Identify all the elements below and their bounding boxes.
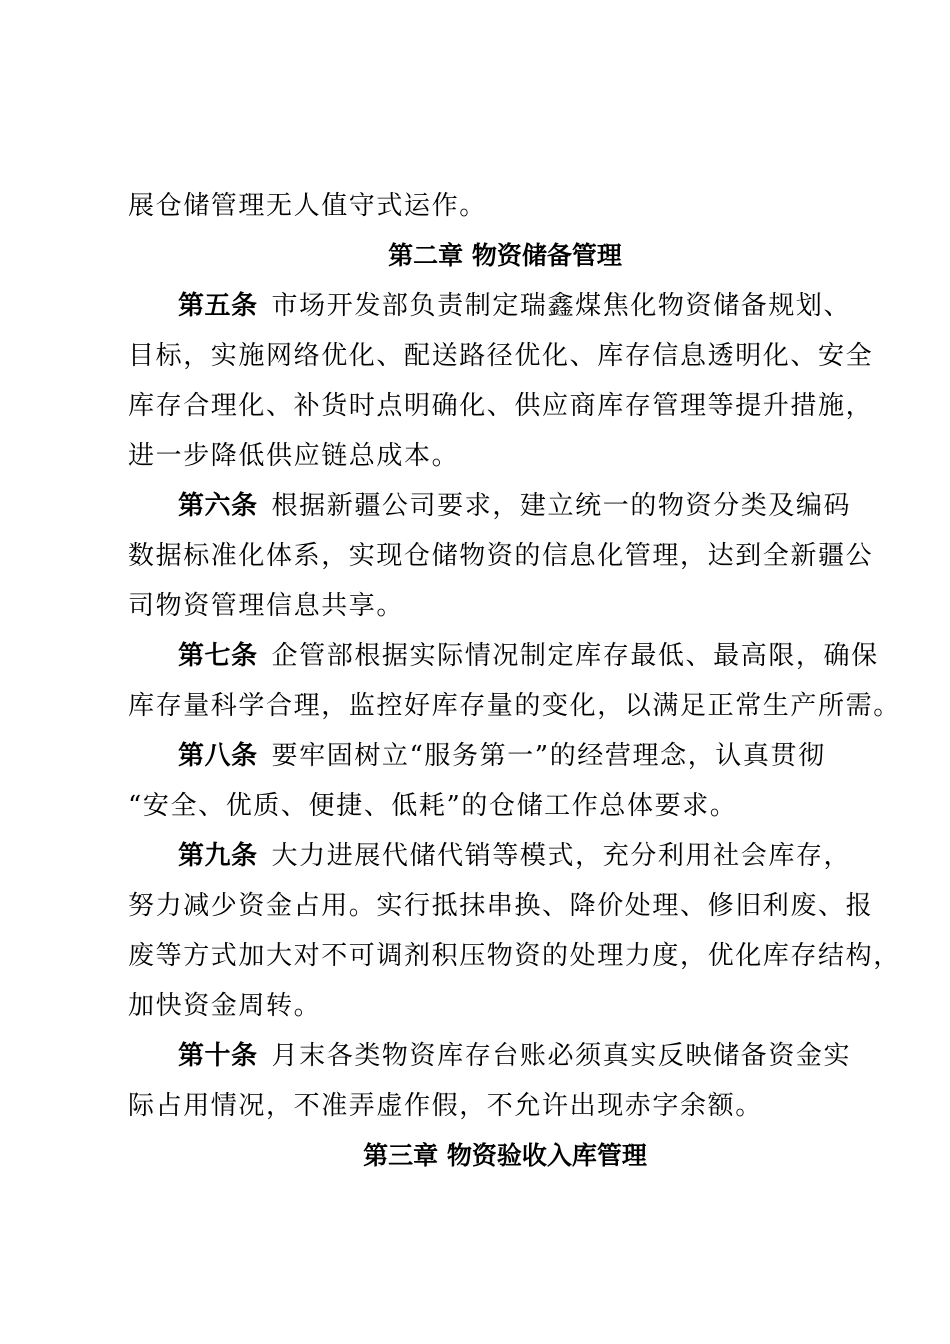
article-6-text-1: 根据新疆公司要求，建立统一的物资分类及编码 [271, 491, 852, 521]
article-9-line-3: 废等方式加大对不可调剂积压物资的处理力度，优化库存结构， [128, 941, 901, 971]
article-6-line-3: 司物资管理信息共享。 [128, 591, 405, 621]
article-10-text-1: 月末各类物资库存台账必须真实反映储备资金实 [271, 1041, 852, 1071]
article-8-line-2: “安全、优质、便捷、低耗”的仓储工作总体要求。 [128, 791, 738, 821]
article-8-label: 第八条 [178, 741, 258, 771]
article-10-line-2: 际占用情况，不准弄虚作假，不允许出现赤字余额。 [128, 1091, 763, 1121]
article-7-line-1 [178, 640, 878, 672]
article-6-label: 第六条 [178, 491, 258, 521]
article-5-line-3: 库存合理化、补货时点明确化、供应商库存管理等提升措施， [128, 391, 874, 421]
article-8-line-1 [178, 740, 878, 772]
continuation-text: 展仓储管理无人值守式运作。 [128, 191, 487, 221]
article-6-line-1 [178, 490, 878, 522]
article-8-text-1: 要牢固树立“服务第一”的经营理念，认真贯彻 [271, 741, 826, 771]
article-7-line-2: 库存量科学合理，监控好库存量的变化，以满足正常生产所需。 [128, 691, 901, 721]
article-5-line-2: 目标，实施网络优化、配送路径优化、库存信息透明化、安全 [128, 341, 874, 371]
article-7-label: 第七条 [178, 641, 258, 671]
article-10-line-1 [178, 1040, 878, 1072]
article-5-text-1: 市场开发部负责制定瑞鑫煤焦化物资储备规划、 [271, 291, 852, 321]
article-9-line-2: 努力减少资金占用。实行抵抹串换、降价处理、修旧利废、报 [128, 891, 874, 921]
article-9-line-1 [178, 840, 878, 872]
article-5-line-1 [178, 290, 878, 322]
article-9-line-4: 加快资金周转。 [128, 991, 322, 1021]
article-9-text-1: 大力进展代储代销等模式，充分利用社会库存， [271, 841, 852, 871]
chapter-2-title: 第二章 物资储备管理 [388, 241, 622, 270]
article-10-label: 第十条 [178, 1041, 258, 1071]
chapter-3-title: 第三章 物资验收入库管理 [363, 1141, 647, 1170]
article-5-label: 第五条 [178, 291, 258, 321]
article-5-line-4: 进一步降低供应链总成本。 [128, 441, 460, 471]
article-9-label: 第九条 [178, 841, 258, 871]
article-7-text-1: 企管部根据实际情况制定库存最低、最高限，确保 [271, 641, 879, 671]
article-6-line-2: 数据标准化体系，实现仓储物资的信息化管理，达到全新疆公 [128, 541, 874, 571]
